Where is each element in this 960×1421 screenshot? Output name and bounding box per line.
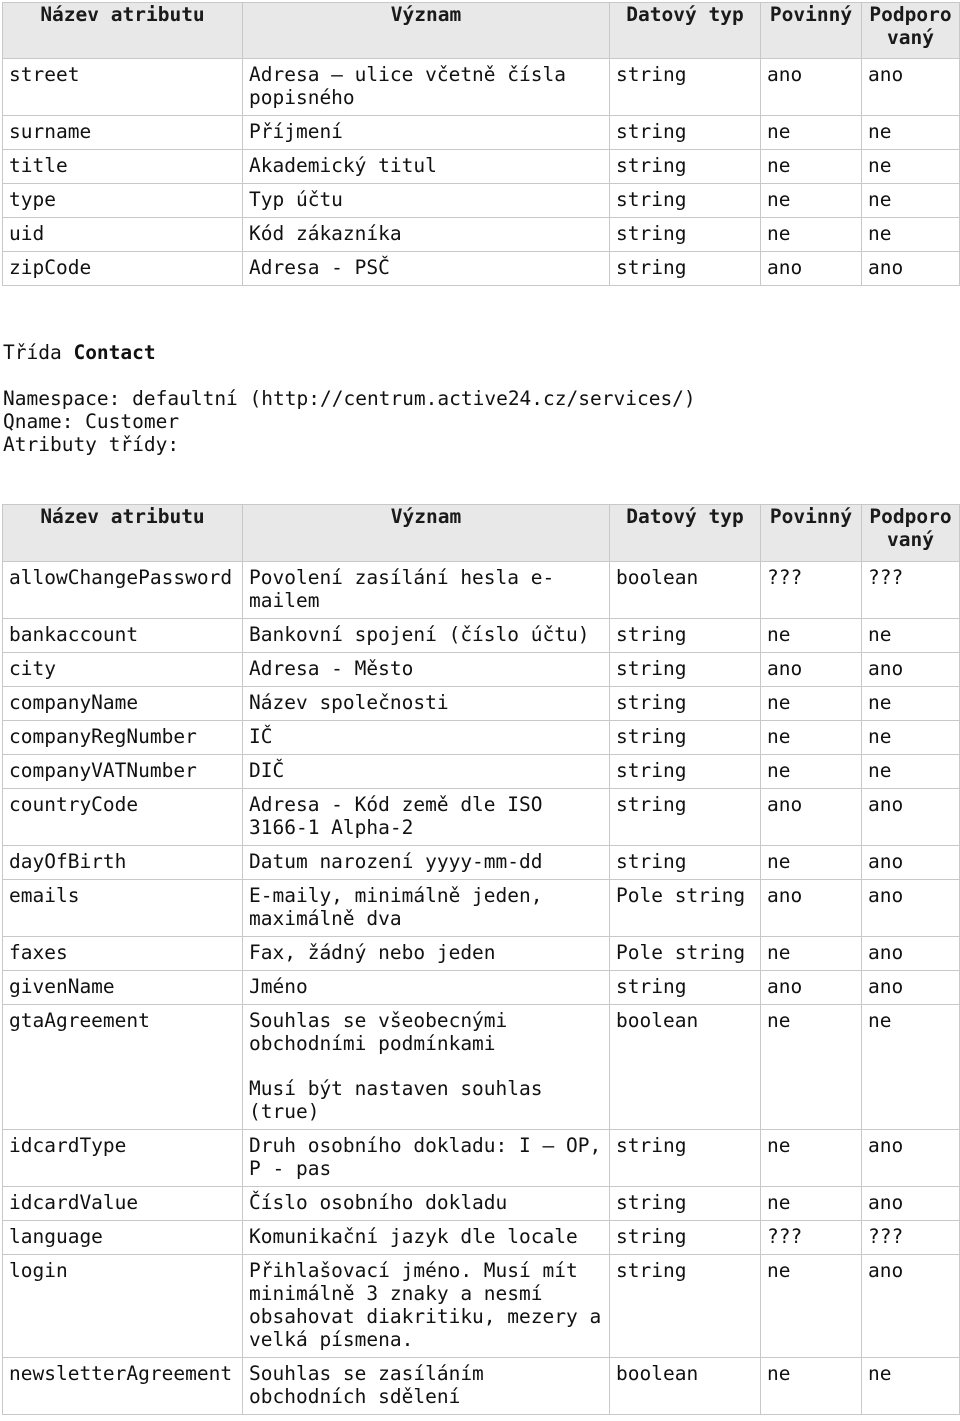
header-type: Datový typ <box>610 3 761 59</box>
attribute-type-cell <box>610 1221 761 1255</box>
attribute-type-cell-text: string <box>616 623 687 646</box>
attribute-meaning-cell-text: Fax, žádný nebo jeden <box>249 941 496 964</box>
attribute-supported-cell <box>862 184 960 218</box>
attribute-name-cell <box>3 184 243 218</box>
attribute-type-cell <box>610 1005 761 1130</box>
attribute-type-cell <box>610 184 761 218</box>
attribute-required-cell <box>761 687 862 721</box>
attribute-required-cell-text: ne <box>767 623 791 646</box>
attribute-supported-cell <box>862 1255 960 1358</box>
table-row <box>3 1005 960 1130</box>
attribute-meaning-cell-text: Název společnosti <box>249 691 449 714</box>
attribute-meaning-cell-text: Souhlas se všeobecnými obchodními podmínkami <box>249 1009 508 1055</box>
table-row <box>3 1221 960 1255</box>
attribute-supported-cell-text: ano <box>868 1134 904 1157</box>
attribute-meaning-cell-text: Jméno <box>249 975 308 998</box>
header-meaning: Význam <box>243 3 610 59</box>
table-row <box>3 880 960 937</box>
attribute-required-cell <box>761 1130 862 1187</box>
attribute-required-cell <box>761 880 862 937</box>
attribute-meaning-cell-text: Adresa - Město <box>249 657 414 680</box>
table-row <box>3 252 960 286</box>
attribute-type-cell-text: string <box>616 657 687 680</box>
attribute-meaning-cell <box>243 880 610 937</box>
attribute-meaning-cell-text: Povolení zasílání hesla e-mailem <box>249 566 555 612</box>
attribute-required-cell <box>761 218 862 252</box>
attribute-meaning-cell <box>243 184 610 218</box>
attribute-meaning-cell <box>243 937 610 971</box>
attributes-table-2 <box>2 504 960 1415</box>
attribute-name-cell-text: dayOfBirth <box>9 850 127 873</box>
attribute-type-cell-text: string <box>616 154 687 177</box>
attribute-meaning-cell <box>243 1187 610 1221</box>
attribute-supported-cell-text: ??? <box>868 1225 904 1248</box>
attribute-required-cell-text: ano <box>767 793 803 816</box>
table-row <box>3 59 960 116</box>
qname-text: Qname: Customer <box>3 410 180 433</box>
attribute-supported-cell <box>862 1358 960 1415</box>
table-row <box>3 971 960 1005</box>
attribute-supported-cell-text: ano <box>868 1259 904 1282</box>
table-row <box>3 755 960 789</box>
table-row <box>3 1255 960 1358</box>
attribute-type-cell <box>610 755 761 789</box>
attribute-meaning-cell-text: Adresa - Kód země dle ISO 3166-1 Alpha-2 <box>249 793 543 839</box>
table-row <box>3 721 960 755</box>
attribute-supported-cell <box>862 1187 960 1221</box>
attribute-required-cell <box>761 789 862 846</box>
attribute-type-cell <box>610 59 761 116</box>
attribute-name-cell <box>3 1358 243 1415</box>
attribute-type-cell-text: string <box>616 256 687 279</box>
attribute-type-cell <box>610 116 761 150</box>
header-type: Datový typ <box>610 505 761 562</box>
attribute-required-cell-text: ne <box>767 759 791 782</box>
attribute-name-cell <box>3 687 243 721</box>
table-row <box>3 218 960 252</box>
attribute-required-cell <box>761 116 862 150</box>
attribute-meaning-cell-text: Příjmení <box>249 120 343 143</box>
attribute-type-cell-text: string <box>616 1134 687 1157</box>
attribute-type-cell <box>610 150 761 184</box>
attribute-name-cell <box>3 562 243 619</box>
attribute-name-cell <box>3 846 243 880</box>
attribute-type-cell <box>610 846 761 880</box>
attribute-meaning-cell <box>243 252 610 286</box>
attribute-meaning-cell <box>243 721 610 755</box>
attribute-name-cell-text: gtaAgreement <box>9 1009 150 1032</box>
attribute-name-cell-text: language <box>9 1225 103 1248</box>
attribute-meaning-cell <box>243 687 610 721</box>
attribute-supported-cell-text: ne <box>868 691 892 714</box>
attribute-required-cell-text: ano <box>767 256 803 279</box>
attribute-type-cell <box>610 252 761 286</box>
attribute-type-cell <box>610 218 761 252</box>
attribute-type-cell <box>610 789 761 846</box>
attribute-type-cell-text: string <box>616 222 687 245</box>
namespace-text: Namespace: defaultní (http://centrum.active24.cz/services/) <box>3 387 696 410</box>
attribute-type-cell <box>610 1187 761 1221</box>
attribute-required-cell-text: ne <box>767 120 791 143</box>
attribute-type-cell-text: string <box>616 120 687 143</box>
attribute-note-text: Musí být nastaven souhlas (true) <box>249 1077 543 1123</box>
attributes-label: Atributy třídy: <box>3 433 180 456</box>
attribute-meaning-cell-text: DIČ <box>249 759 285 782</box>
header-meaning: Význam <box>243 505 610 562</box>
attribute-name-cell <box>3 59 243 116</box>
attribute-supported-cell-text: ano <box>868 63 904 86</box>
attribute-supported-cell <box>862 937 960 971</box>
attribute-meaning-cell-text: Komunikační jazyk dle locale <box>249 1225 578 1248</box>
table-row <box>3 1130 960 1187</box>
attribute-name-cell-text: city <box>9 657 56 680</box>
attribute-type-cell <box>610 721 761 755</box>
attribute-name-cell <box>3 116 243 150</box>
header-supported: Podporo vaný <box>862 505 960 562</box>
attribute-required-cell-text: ne <box>767 1191 791 1214</box>
attribute-meaning-cell <box>243 653 610 687</box>
attribute-type-cell-text: string <box>616 850 687 873</box>
attribute-meaning-cell <box>243 1130 610 1187</box>
attribute-name-cell-text: allowChangePassword <box>9 566 233 589</box>
attribute-type-cell <box>610 937 761 971</box>
attribute-required-cell-text: ne <box>767 941 791 964</box>
attribute-name-cell <box>3 1187 243 1221</box>
attribute-meaning-cell-text: Souhlas se zasíláním obchodních sdělení <box>249 1362 484 1408</box>
attribute-type-cell-text: string <box>616 1259 687 1282</box>
attribute-name-cell-text: idcardValue <box>9 1191 139 1214</box>
attribute-meaning-cell-text: Adresa - PSČ <box>249 256 390 279</box>
attribute-meaning-cell <box>243 562 610 619</box>
table-row <box>3 1358 960 1415</box>
attribute-supported-cell <box>862 619 960 653</box>
attribute-name-cell-text: street <box>9 63 80 86</box>
attributes-table-1 <box>2 2 960 286</box>
attribute-required-cell <box>761 184 862 218</box>
attribute-type-cell-text: Pole string <box>616 941 746 964</box>
attribute-required-cell <box>761 1221 862 1255</box>
attribute-required-cell-text: ne <box>767 1362 791 1385</box>
attribute-required-cell <box>761 937 862 971</box>
attribute-type-cell-text: string <box>616 1191 687 1214</box>
attribute-required-cell-text: ne <box>767 850 791 873</box>
attribute-required-cell <box>761 252 862 286</box>
table-row <box>3 619 960 653</box>
attribute-required-cell-text: ne <box>767 188 791 211</box>
attribute-meaning-cell <box>243 846 610 880</box>
attribute-name-cell <box>3 971 243 1005</box>
attribute-type-cell <box>610 880 761 937</box>
attribute-required-cell <box>761 653 862 687</box>
attribute-name-cell-text: companyVATNumber <box>9 759 197 782</box>
attribute-supported-cell-text: ano <box>868 941 904 964</box>
attribute-required-cell-text: ne <box>767 1134 791 1157</box>
attribute-required-cell-text: ano <box>767 657 803 680</box>
attribute-name-cell <box>3 937 243 971</box>
header-supported: Podporo vaný <box>862 3 960 59</box>
attribute-required-cell-text: ne <box>767 154 791 177</box>
attribute-type-cell-text: string <box>616 188 687 211</box>
attribute-supported-cell-text: ne <box>868 154 892 177</box>
attribute-type-cell-text: boolean <box>616 1009 699 1032</box>
attribute-supported-cell <box>862 1130 960 1187</box>
attribute-type-cell-text: string <box>616 793 687 816</box>
attribute-supported-cell <box>862 1005 960 1130</box>
attribute-supported-cell-text: ne <box>868 1362 892 1385</box>
attribute-meaning-cell-text: Druh osobního dokladu: I – OP, P - pas <box>249 1134 602 1180</box>
attribute-type-cell <box>610 562 761 619</box>
attribute-name-cell-text: givenName <box>9 975 115 998</box>
attribute-type-cell-text: string <box>616 63 687 86</box>
attribute-required-cell-text: ano <box>767 63 803 86</box>
attribute-required-cell <box>761 846 862 880</box>
attribute-supported-cell <box>862 721 960 755</box>
attribute-type-cell-text: string <box>616 691 687 714</box>
attribute-name-cell <box>3 755 243 789</box>
attribute-required-cell <box>761 971 862 1005</box>
attribute-meaning-cell <box>243 59 610 116</box>
attribute-supported-cell-text: ne <box>868 725 892 748</box>
attribute-required-cell-text: ano <box>767 975 803 998</box>
class-heading: Třída Contact <box>3 341 156 364</box>
attribute-supported-cell-text: ano <box>868 975 904 998</box>
attribute-name-cell-text: faxes <box>9 941 68 964</box>
attribute-type-cell-text: string <box>616 759 687 782</box>
attribute-meaning-cell <box>243 619 610 653</box>
attribute-name-cell-text: countryCode <box>9 793 139 816</box>
attribute-type-cell <box>610 687 761 721</box>
attribute-type-cell-text: string <box>616 975 687 998</box>
attribute-name-cell <box>3 880 243 937</box>
attribute-meaning-cell <box>243 1358 610 1415</box>
attribute-required-cell-text: ne <box>767 1009 791 1032</box>
attribute-required-cell <box>761 1358 862 1415</box>
attribute-name-cell-text: emails <box>9 884 80 907</box>
attribute-name-cell <box>3 218 243 252</box>
attribute-supported-cell <box>862 971 960 1005</box>
attribute-meaning-cell-text: IČ <box>249 725 273 748</box>
attribute-type-cell-text: boolean <box>616 1362 699 1385</box>
attribute-meaning-cell <box>243 1221 610 1255</box>
table-row <box>3 116 960 150</box>
attribute-supported-cell-text: ano <box>868 884 904 907</box>
attribute-name-cell <box>3 653 243 687</box>
attribute-supported-cell <box>862 218 960 252</box>
attribute-supported-cell <box>862 846 960 880</box>
attribute-required-cell <box>761 721 862 755</box>
attribute-name-cell <box>3 1130 243 1187</box>
attribute-supported-cell-text: ??? <box>868 566 904 589</box>
attribute-meaning-cell <box>243 971 610 1005</box>
attribute-meaning-cell-text: E-maily, minimálně jeden, maximálně dva <box>249 884 543 930</box>
attribute-supported-cell-text: ne <box>868 623 892 646</box>
attribute-supported-cell <box>862 116 960 150</box>
table-row <box>3 687 960 721</box>
table-row <box>3 184 960 218</box>
attribute-required-cell <box>761 59 862 116</box>
table-row <box>3 653 960 687</box>
attribute-type-cell-text: boolean <box>616 566 699 589</box>
table-row <box>3 846 960 880</box>
attribute-meaning-cell-text: Přihlašovací jméno. Musí mít minimálně 3 znaky a nesmí obsahovat diakritiku, mezery a velká písmena. <box>249 1259 602 1351</box>
attribute-name-cell-text: type <box>9 188 56 211</box>
attribute-required-cell-text: ??? <box>767 566 803 589</box>
table-row <box>3 562 960 619</box>
attribute-required-cell-text: ano <box>767 884 803 907</box>
attribute-type-cell <box>610 1255 761 1358</box>
attribute-supported-cell <box>862 653 960 687</box>
attribute-name-cell <box>3 252 243 286</box>
attribute-name-cell-text: title <box>9 154 68 177</box>
attribute-meaning-cell-text: Typ účtu <box>249 188 343 211</box>
table-row <box>3 937 960 971</box>
header-name: Název atributu <box>3 505 243 562</box>
attribute-required-cell <box>761 1255 862 1358</box>
attribute-supported-cell-text: ano <box>868 256 904 279</box>
attribute-name-cell-text: idcardType <box>9 1134 127 1157</box>
attribute-required-cell-text: ne <box>767 1259 791 1282</box>
attribute-required-cell <box>761 1005 862 1130</box>
table-header-row <box>3 3 960 59</box>
attribute-supported-cell-text: ne <box>868 1009 892 1032</box>
attribute-supported-cell <box>862 150 960 184</box>
attribute-required-cell <box>761 755 862 789</box>
attribute-supported-cell-text: ne <box>868 120 892 143</box>
attribute-supported-cell <box>862 59 960 116</box>
attribute-name-cell-text: bankaccount <box>9 623 139 646</box>
attribute-name-cell-text: uid <box>9 222 45 245</box>
attribute-meaning-cell-text: Datum narození yyyy-mm-dd <box>249 850 543 873</box>
attribute-name-cell <box>3 150 243 184</box>
attribute-supported-cell-text: ne <box>868 222 892 245</box>
attribute-supported-cell-text: ne <box>868 188 892 211</box>
attribute-name-cell-text: surname <box>9 120 92 143</box>
attribute-meaning-cell <box>243 755 610 789</box>
attribute-meaning-cell-text: Akademický titul <box>249 154 437 177</box>
attribute-required-cell-text: ne <box>767 725 791 748</box>
attribute-name-cell <box>3 1255 243 1358</box>
attribute-type-cell <box>610 1358 761 1415</box>
attribute-supported-cell-text: ano <box>868 850 904 873</box>
attribute-name-cell-text: login <box>9 1259 68 1282</box>
attribute-required-cell <box>761 619 862 653</box>
table-row <box>3 789 960 846</box>
attribute-supported-cell <box>862 755 960 789</box>
attribute-required-cell-text: ne <box>767 222 791 245</box>
attribute-name-cell <box>3 1221 243 1255</box>
attribute-meaning-cell <box>243 218 610 252</box>
attribute-required-cell-text: ??? <box>767 1225 803 1248</box>
attribute-supported-cell <box>862 687 960 721</box>
attribute-meaning-cell <box>243 150 610 184</box>
attribute-name-cell-text: zipCode <box>9 256 92 279</box>
attribute-supported-cell-text: ano <box>868 1191 904 1214</box>
attribute-supported-cell <box>862 789 960 846</box>
attribute-type-cell <box>610 971 761 1005</box>
attribute-supported-cell <box>862 880 960 937</box>
attribute-supported-cell <box>862 252 960 286</box>
attribute-type-cell-text: string <box>616 725 687 748</box>
attribute-type-cell <box>610 1130 761 1187</box>
table-row <box>3 150 960 184</box>
attribute-name-cell <box>3 1005 243 1130</box>
attribute-type-cell-text: Pole string <box>616 884 746 907</box>
attribute-type-cell <box>610 619 761 653</box>
attribute-meaning-cell-text: Číslo osobního dokladu <box>249 1191 508 1214</box>
attribute-name-cell <box>3 619 243 653</box>
attribute-meaning-cell <box>243 1255 610 1358</box>
attribute-name-cell-text: newsletterAgreement <box>9 1362 233 1385</box>
attribute-meaning-cell-text: Adresa – ulice včetně čísla popisného <box>249 63 566 109</box>
attribute-supported-cell-text: ano <box>868 657 904 680</box>
table-row <box>3 1187 960 1221</box>
header-required: Povinný <box>761 505 862 562</box>
header-required: Povinný <box>761 3 862 59</box>
attribute-required-cell-text: ne <box>767 691 791 714</box>
attribute-meaning-cell <box>243 789 610 846</box>
attribute-type-cell <box>610 653 761 687</box>
attribute-name-cell-text: companyName <box>9 691 139 714</box>
table-header-row <box>3 505 960 562</box>
header-name: Název atributu <box>3 3 243 59</box>
attribute-name-cell <box>3 721 243 755</box>
attribute-required-cell <box>761 562 862 619</box>
attribute-name-cell-text: companyRegNumber <box>9 725 197 748</box>
attribute-supported-cell <box>862 1221 960 1255</box>
attribute-name-cell <box>3 789 243 846</box>
attribute-meaning-cell <box>243 116 610 150</box>
attribute-required-cell <box>761 150 862 184</box>
attribute-required-cell <box>761 1187 862 1221</box>
attribute-meaning-cell <box>243 1005 610 1130</box>
attribute-supported-cell <box>862 562 960 619</box>
attribute-meaning-cell-text: Bankovní spojení (číslo účtu) <box>249 623 590 646</box>
attribute-meaning-cell-text: Kód zákazníka <box>249 222 402 245</box>
attribute-type-cell-text: string <box>616 1225 687 1248</box>
attribute-supported-cell-text: ne <box>868 759 892 782</box>
attribute-supported-cell-text: ano <box>868 793 904 816</box>
